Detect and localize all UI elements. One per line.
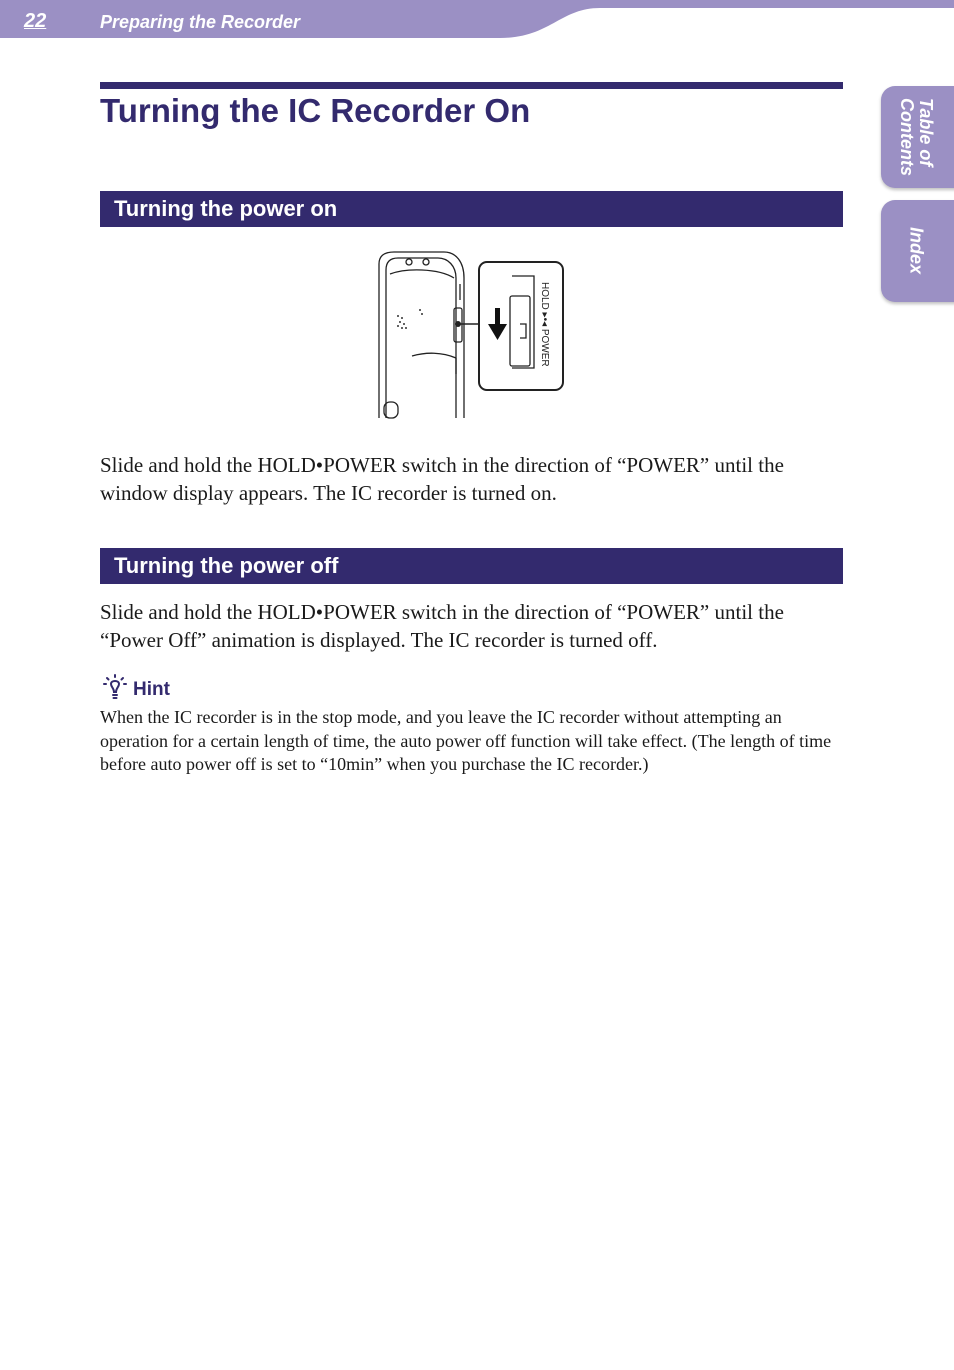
power-off-text: Slide and hold the HOLD•POWER switch in the direction of “POWER” until the “Power Off” animation is displayed. The IC recorder is turned off. <box>100 600 784 652</box>
section-heading-power-on: Turning the power on <box>100 191 843 227</box>
page-number: 22 <box>24 10 47 32</box>
section-name: Preparing the Recorder <box>100 12 301 32</box>
tab-index-label: Index <box>906 227 927 275</box>
tab-index[interactable] <box>881 200 954 302</box>
tab-table-of-contents-label: Table of Contents <box>897 98 936 176</box>
hint-text: When the IC recorder is in the stop mode, and you leave the IC recorder without attempting an operation for a certain length of time, the auto power off function will take effect. (The length of time before auto power off is set to “10min” when you purchase the IC recorder.) <box>100 707 832 774</box>
switch-label: HOLD ▸•◂ POWER <box>539 282 550 367</box>
power-on-text: Slide and hold the HOLD•POWER switch in the direction of “POWER” until the window display appears. The IC recorder is turned on. <box>100 453 784 505</box>
section-heading-power-off: Turning the power off <box>100 548 843 584</box>
title-rule <box>100 82 843 89</box>
lightbulb-icon <box>100 674 130 704</box>
recorder-illustration <box>376 248 568 420</box>
hint-label: Hint <box>133 679 170 700</box>
tab-table-of-contents[interactable] <box>881 86 954 188</box>
page-title: Turning the IC Recorder On <box>100 92 531 129</box>
